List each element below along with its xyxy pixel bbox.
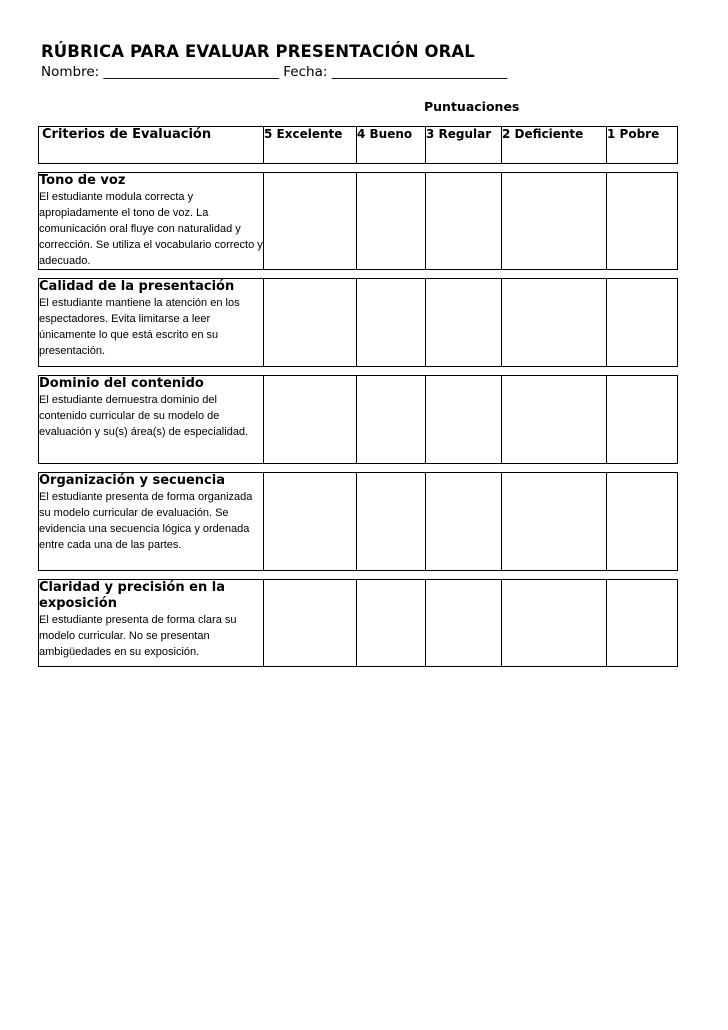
score-cell-2[interactable]	[502, 376, 607, 464]
criterion-title: Calidad de la presentación	[39, 279, 235, 294]
criterion-title: Dominio del contenido	[39, 376, 204, 391]
table-row	[39, 580, 678, 667]
criterion-description: El estudiante mantiene la atención en los espectadores. Evita limitarse a leer únicamente lo que está escrito en su presentación.	[39, 297, 240, 357]
score-cell-2[interactable]	[502, 173, 607, 270]
criterion-title: Claridad y precisión en la exposición	[39, 580, 225, 611]
score-cell-3[interactable]	[426, 279, 502, 367]
document-title: RÚBRICA PARA EVALUAR PRESENTACIÓN ORAL	[41, 42, 475, 61]
score-cell-5[interactable]	[264, 376, 357, 464]
score-cell-1[interactable]	[607, 376, 678, 464]
header-criterios: Criterios de Evaluación	[39, 127, 264, 164]
score-cell-2[interactable]	[502, 473, 607, 571]
score-cell-1[interactable]	[607, 173, 678, 270]
criterion-cell	[39, 173, 264, 270]
score-cell-3[interactable]	[426, 473, 502, 571]
header-excelente: 5 Excelente	[264, 127, 357, 164]
header-deficiente: 2 Deficiente	[502, 127, 607, 164]
row-gap	[39, 464, 678, 473]
score-cell-5[interactable]	[264, 279, 357, 367]
score-cell-2[interactable]	[502, 279, 607, 367]
header-row	[39, 127, 678, 164]
row-gap	[39, 270, 678, 279]
criterion-cell	[39, 473, 264, 571]
score-cell-5[interactable]	[264, 580, 357, 667]
score-cell-4[interactable]	[357, 173, 426, 270]
criterion-description: El estudiante demuestra dominio del contenido curricular de su modelo de evaluación y su(s) área(s) de especialidad.	[39, 394, 249, 438]
criterion-cell	[39, 279, 264, 367]
score-cell-1[interactable]	[607, 580, 678, 667]
score-cell-5[interactable]	[264, 173, 357, 270]
criterion-description: El estudiante presenta de forma clara su modelo curricular. No se presentan ambigüedades en su exposición.	[39, 614, 237, 658]
score-cell-3[interactable]	[426, 580, 502, 667]
criterion-cell	[39, 376, 264, 464]
score-cell-1[interactable]	[607, 279, 678, 367]
score-cell-4[interactable]	[357, 376, 426, 464]
criterion-title: Organización y secuencia	[39, 473, 225, 488]
rubric-table	[38, 126, 678, 667]
criterion-description: El estudiante presenta de forma organizada su modelo curricular de evaluación. Se evidencia una secuencia lógica y ordenada entre cada una de las partes.	[39, 491, 253, 551]
table-row	[39, 473, 678, 571]
criterion-cell	[39, 580, 264, 667]
score-cell-4[interactable]	[357, 279, 426, 367]
header-bueno: 4 Bueno	[357, 127, 426, 164]
table-row	[39, 173, 678, 270]
criterion-description: El estudiante modula correcta y apropiadamente el tono de voz. La comunicación oral fluye con naturalidad y corrección. Se utiliza el vocabulario correcto y adecuado.	[39, 191, 263, 267]
row-gap	[39, 367, 678, 376]
table-row	[39, 279, 678, 367]
score-cell-2[interactable]	[502, 580, 607, 667]
score-cell-4[interactable]	[357, 473, 426, 571]
header-regular: 3 Regular	[426, 127, 502, 164]
row-gap	[39, 164, 678, 173]
criterion-title: Tono de voz	[39, 173, 126, 188]
table-row	[39, 376, 678, 464]
header-pobre: 1 Pobre	[607, 127, 678, 164]
score-cell-5[interactable]	[264, 473, 357, 571]
name-date-line: Nombre: __________________________ Fecha: __________________________	[41, 64, 508, 80]
score-cell-3[interactable]	[426, 173, 502, 270]
row-gap	[39, 571, 678, 580]
scores-heading: Puntuaciones	[424, 99, 520, 114]
score-cell-4[interactable]	[357, 580, 426, 667]
score-cell-1[interactable]	[607, 473, 678, 571]
score-cell-3[interactable]	[426, 376, 502, 464]
